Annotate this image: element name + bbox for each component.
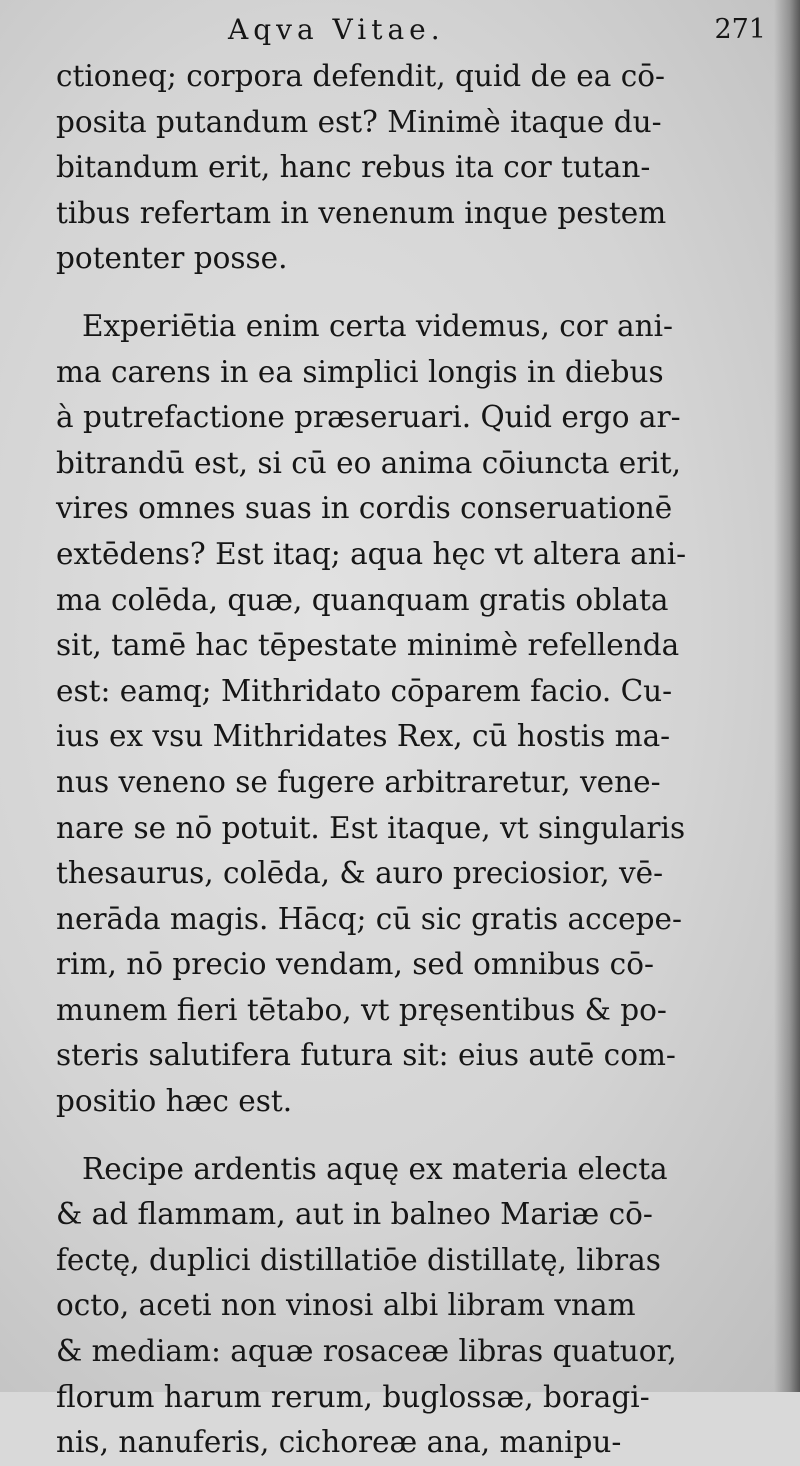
text-line: nis, nanuferis, cichoreæ ana, manipu- <box>56 1425 622 1460</box>
running-title: Aqva Vitae. <box>228 13 445 46</box>
text-line: nerāda magis. Hācq; cū sic gratis accepe- <box>56 901 682 936</box>
text-line: ius ex vsu Mithridates Rex, cū hostis ma- <box>56 719 671 754</box>
text-line: steris salutifera futura sit: eius autē com- <box>56 1038 676 1073</box>
text-line: potenter posse. <box>56 241 288 276</box>
text-line: sit, tamē hac tēpestate minimè refellenda <box>56 628 680 663</box>
paragraph-1 <box>56 54 716 282</box>
paragraph-gap <box>56 1125 716 1147</box>
text-body <box>56 54 716 1466</box>
paragraph-3 <box>56 1147 716 1466</box>
text-line: fectę, duplici distillatiōe distillatę, libras <box>56 1242 661 1277</box>
text-line: nus veneno se fugere arbitraretur, vene- <box>56 764 661 799</box>
text-line: ma colēda, quæ, quanquam gratis oblata <box>56 582 669 617</box>
running-head <box>60 10 780 50</box>
text-line: rim, nō precio vendam, sed omnibus cō- <box>56 947 654 982</box>
text-line: est: eamq; Mithridato cōparem facio. Cu- <box>56 673 673 708</box>
text-line: Experiētia enim certa videmus, cor ani- <box>82 308 673 343</box>
text-line: & ad flammam, aut in balneo Mariæ cō- <box>56 1197 653 1232</box>
text-line: à putrefactione præseruari. Quid ergo ar- <box>56 400 681 435</box>
text-line: ma carens in ea simplici longis in diebus <box>56 354 664 389</box>
text-line: thesaurus, colēda, & auro preciosior, vē- <box>56 856 664 891</box>
page-edge-shadow <box>774 0 800 1392</box>
text-line: positio hæc est. <box>56 1084 293 1119</box>
text-line: bitrandū est, si cū eo anima cōiuncta erit, <box>56 445 682 480</box>
text-line: & mediam: aquæ rosaceæ libras quatuor, <box>56 1334 677 1369</box>
text-line: octo, aceti non vinosi albi libram vnam <box>56 1288 636 1323</box>
text-line: extēdens? Est itaq; aqua hęc vt altera ani- <box>56 536 687 571</box>
text-line: posita putandum est? Minimè itaque du- <box>56 104 662 139</box>
text-line: florum harum rerum, buglossæ, boragi- <box>56 1379 650 1414</box>
paragraph-2 <box>56 304 716 1125</box>
page-number: 271 <box>714 14 766 45</box>
text-line: ctioneq; corpora defendit, quid de ea cō- <box>56 59 665 93</box>
text-line: nare se nō potuit. Est itaque, vt singularis <box>56 810 686 845</box>
text-line: munem fieri tētabo, vt pręsentibus & po- <box>56 992 667 1027</box>
paragraph-gap <box>56 282 716 304</box>
text-line: bitandum erit, hanc rebus ita cor tutan- <box>56 150 651 185</box>
text-line: Recipe ardentis aquę ex materia electa <box>82 1151 668 1186</box>
text-line: tibus refertam in venenum inque pestem <box>56 195 667 230</box>
text-line: vires omnes suas in cordis conseruationē <box>56 491 673 526</box>
